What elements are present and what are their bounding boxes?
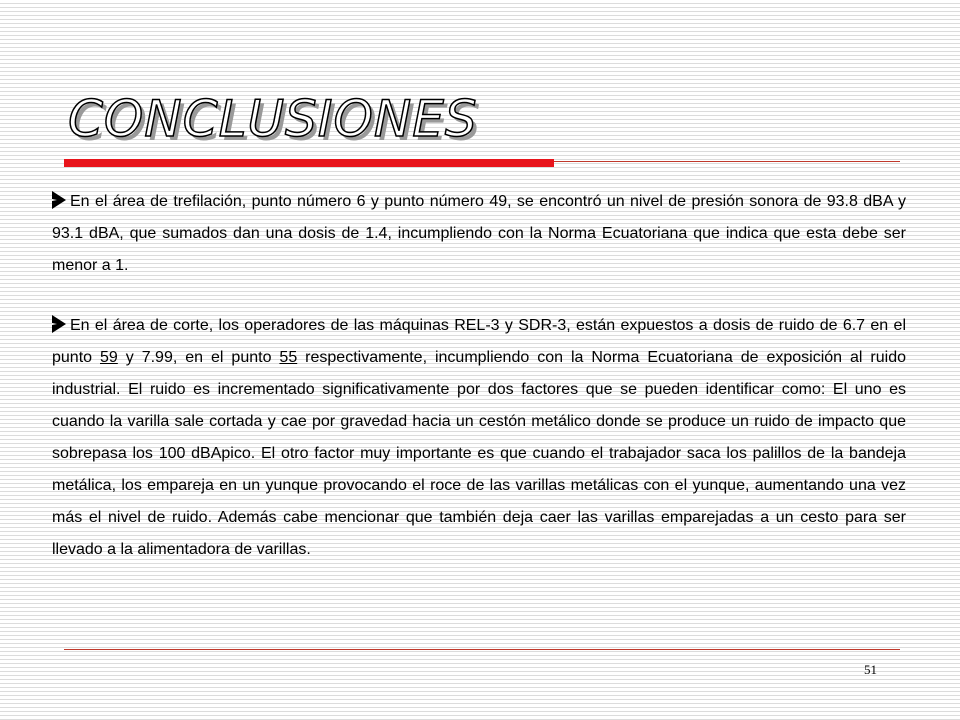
bullet-paragraph-1 (52, 186, 906, 282)
page-number: 51 (864, 662, 877, 677)
point-number-59: 59 (100, 349, 118, 366)
arrow-bullet-icon (52, 191, 66, 209)
bullet-text-1: En el área de trefilación, punto número 6 y punto número 49, se encontró un nivel de presión sonora de 93.8 dBA y 93.1 dBA, que sumados dan una dosis de 1.4, incumpliendo con la Norma Ecuatoriana que indica que esta debe ser menor a 1. (52, 193, 906, 274)
bullet-text-2-part-3: respectivamente, incumpliendo con la Norma Ecuatoriana de exposición al ruido industrial. El ruido es incrementado significativamente por dos factores que se pueden identificar como: El uno es cuando la varilla sale cortada y cae por gravedad hacia un cestón metálico donde se produce un ruido de impacto que sobrepasa los 100 dBApico. El otro factor muy importante es que cuando el trabajador saca los palillos de la bandeja metálica, los empareja en un yunque provocando el roce de las varillas metálicas con el yunque, aumentando una vez más el nivel de ruido. Además cabe mencionar que también deja caer las varillas emparejadas a un cesto para ser llevado a la alimentadora de varillas. (52, 349, 906, 558)
title-underline-rule (554, 161, 900, 162)
bullet-text-2-part-1: En el área de corte, los operadores de las máquinas REL-3 y SDR-3, están expuestos a dosis de ruido de 6.7 en el punto (52, 317, 906, 366)
title-underline-accent (64, 159, 554, 167)
slide-content (52, 186, 906, 566)
slide-title: CONCLUSIONES (68, 90, 478, 148)
point-number-55: 55 (279, 349, 298, 366)
bullet-paragraph-2 (52, 310, 906, 566)
arrow-bullet-icon (52, 315, 66, 333)
bullet-text-2-part-2: y 7.99, en el punto (117, 349, 280, 366)
footer-rule (64, 649, 900, 650)
